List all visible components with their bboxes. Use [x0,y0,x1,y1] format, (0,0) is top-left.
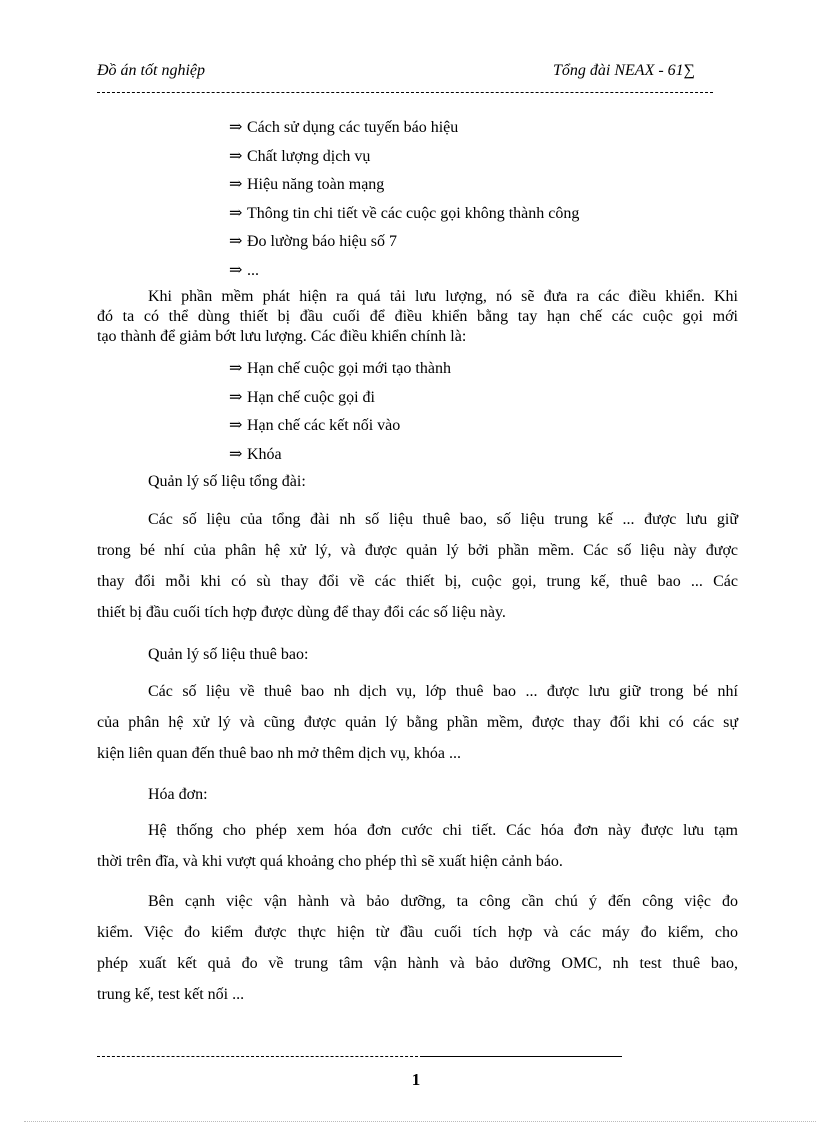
header-left-title: Đồ án tốt nghiệp [97,62,205,79]
header-divider [97,92,713,93]
double-arrow-icon: ⇒ [229,233,243,250]
double-arrow-icon: ⇒ [229,262,243,279]
paragraph-exchange-data: Các số liệu của tổng đài nh số liệu thuê bao, số liệu trung kế ... được lưu giữ trong bé nhí của phân hệ xử lý, và được quản lý bởi phần mềm. Các số liệu này được thay đổi mỗi khi có sù thay đổi về các thiết bị, cuộc gọi, trung kế, thuê bao ... Các thiết bị đầu cuối tích hợp được dùng để thay đổi các số liệu này. [97,511,738,621]
list-item: ⇒ Hiệu năng toàn mạng [229,176,385,193]
list-item: ⇒ Cách sử dụng các tuyến báo hiệu [229,119,459,136]
list-item: ⇒ Hạn chế các kết nối vào [229,417,401,434]
paragraph-subscriber-data: Các số liệu về thuê bao nh dịch vụ, lớp thuê bao ... được lưu giữ trong bé nhí của phân hệ xử lý và cũng được quản lý bằng phần mềm, được thay đổi khi có các sự kiện liên quan đến thuê bao nh mở thêm dịch vụ, khóa ... [97,683,738,762]
page-number: 1 [411,1070,421,1089]
double-arrow-icon: ⇒ [229,417,243,434]
list-item: ⇒ Hạn chế cuộc gọi đi [229,389,375,406]
list-item: ⇒ Chất lượng dịch vụ [229,148,371,165]
double-arrow-icon: ⇒ [229,389,243,406]
list-item: ⇒ ... [229,262,259,279]
double-arrow-icon: ⇒ [229,446,243,463]
section-heading-billing: Hóa đơn: [148,786,208,803]
paragraph-billing: Hệ thống cho phép xem hóa đơn cước chi tiết. Các hóa đơn này được lưu tạm thời trên đĩa, và khi vượt quá khoảng cho phép thì sẽ xuất hiện cảnh báo. [97,822,738,870]
page-bottom-rule [24,1121,816,1122]
list-item: ⇒ Thông tin chi tiết về các cuộc gọi không thành công [229,205,580,222]
section-heading-subscriber-data: Quản lý số liệu thuê bao: [148,646,309,663]
paragraph-overload-control: Khi phần mềm phát hiện ra quá tải lưu lượng, nó sẽ đưa ra các điều khiển. Khi đó ta có thể dùng thiết bị đầu cuối để điều khiển bằng tay hạn chế các cuộc gọi mới tạo thành để giảm bớt lưu lượng. Các điều khiển chính là: [97,288,738,345]
header-right-title: Tổng đài NEAX - 61∑ [553,62,696,79]
list-item: ⇒ Đo lường báo hiệu số 7 [229,233,398,250]
list-item: ⇒ Khóa [229,446,282,463]
double-arrow-icon: ⇒ [229,119,243,136]
paragraph-testing: Bên cạnh việc vận hành và bảo dưỡng, ta công cần chú ý đến công việc đo kiểm. Việc đo kiểm được thực hiện từ đầu cuối tích hợp và các máy đo kiểm, cho phép xuất kết quả đo về trung tâm vận hành và bảo dưỡng OMC, nh test thuê bao, trung kế, test kết nối ... [97,893,738,1003]
list-item: ⇒ Hạn chế cuộc gọi mới tạo thành [229,360,451,377]
section-heading-exchange-data: Quản lý số liệu tổng đài: [148,473,306,490]
double-arrow-icon: ⇒ [229,176,243,193]
double-arrow-icon: ⇒ [229,205,243,222]
double-arrow-icon: ⇒ [229,360,243,377]
double-arrow-icon: ⇒ [229,148,243,165]
